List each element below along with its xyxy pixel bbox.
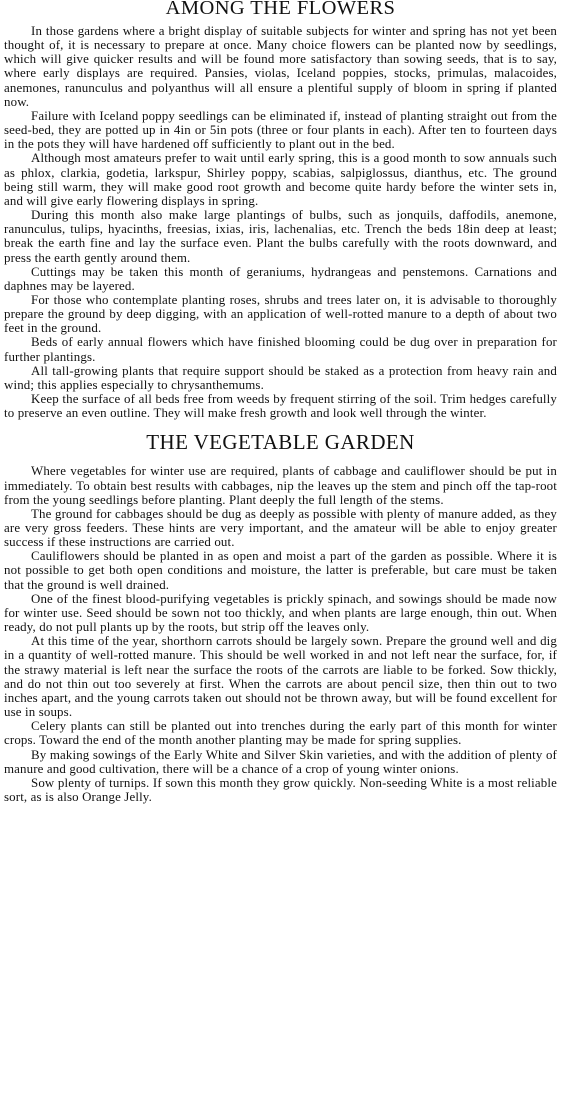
article-paragraph: The ground for cabbages should be dug as deeply as possible with plenty of manure added, as they are very gross feeders. These hints are very important, and the amateur will be able to enjoy greater success if these instructions are carried out. (4, 506, 557, 550)
article-paragraph: At this time of the year, shorthorn carrots should be largely sown. Prepare the ground well and dig in a quantity of well-rotted manure. This should be well worked in and not left near the surface, for, if the strawy material is left near the surface the roots of the carrots are liable to be forked. Sow thickly, and do not thin out too severely at first. When the carrots are about pencil size, then thin out to two inches apart, and the young carrots taken out should not be thrown away, but will be found excellent for use in soups. (4, 634, 557, 720)
article-paragraph: Cauliflowers should be planted in as open and moist a part of the garden as possible. Where it is not possible to get both open conditions and moisture, the latter is preferable, but care must be taken that the ground is well drained. (4, 549, 557, 592)
article-paragraph: Although most amateurs prefer to wait until early spring, this is a good month to sow annuals such as phlox, clarkia, godetia, larkspur, Shirley poppy, scabias, salpiglossus, dianthus, etc. The ground being still warm, they will make good root growth and become quite hardy before the winter sets in, and will give early flowering displays in spring. (4, 151, 557, 208)
article-paragraph: Keep the surface of all beds free from weeds by frequent stirring of the soil. Trim hedges carefully to preserve an even outline. They will make fresh growth and look well through the winter. (4, 392, 557, 421)
vegetable-article (4, 464, 557, 804)
article-paragraph: Beds of early annual flowers which have finished blooming could be dug over in preparation for further plantings. (4, 335, 557, 364)
article-paragraph: Celery plants can still be planted out into trenches during the early part of this month for winter crops. Toward the end of the month another planting may be made for spring supplies. (4, 719, 557, 748)
article-paragraph: For those who contemplate planting roses, shrubs and trees later on, it is advisable to thoroughly prepare the ground by deep digging, with an application of well-rotted manure to a depth of about two feet in the ground. (4, 292, 557, 336)
flowers-article (4, 24, 557, 420)
article-paragraph: Failure with Iceland poppy seedlings can be eliminated if, instead of planting straight out from the seed-bed, they are potted up in 4in or 5in pots (three or four plants in each). After ten to fourteen days in the pots they will have hardened off sufficiently to plant out in the bed. (4, 108, 557, 152)
article-paragraph: Sow plenty of turnips. If sown this month they grow quickly. Non-seeding White is a most reliable sort, as is also Orange Jelly. (4, 775, 557, 804)
article-paragraph: One of the finest blood-purifying vegetables is prickly spinach, and sowings should be made now for winter use. Seed should be sown not too thickly, and when plants are large enough, thin out. When ready, do not pull plants up by the roots, but strip off the leaves only. (4, 591, 557, 635)
article-paragraph: In those gardens where a bright display of suitable subjects for winter and spring has not yet been thought of, it is necessary to prepare at once. Many choice flowers can be planted now by seedlings, which will give quicker results and will be found more satisfactory than sowing seeds, that is to say, where early displays are required. Pansies, violas, Iceland poppies, stocks, primulas, malacoides, anemones, ranunculus and polyanthus will all ensure a plentiful supply of bloom in spring if planted now. (4, 24, 557, 109)
article-paragraph: Cuttings may be taken this month of geraniums, hydrangeas and penstemons. Carnations and daphnes may be layered. (4, 264, 557, 293)
article-paragraph: During this month also make large plantings of bulbs, such as jonquils, daffodils, anemone, ranunculus, tulips, hyacinths, freesias, ixias, iris, lachenalias, etc. Trench the beds 18in deep at least; break the earth fine and lay the surface even. Plant the bulbs carefully with the roots downward, and press the earth gently around them. (4, 208, 557, 265)
section-title-vegetables: THE VEGETABLE GARDEN (146, 430, 415, 455)
section-title-flowers: AMONG THE FLOWERS (165, 0, 396, 19)
article-paragraph: By making sowings of the Early White and Silver Skin varieties, and with the addition of plenty of manure and good cultivation, there will be a chance of a crop of young winter onions. (4, 747, 557, 776)
article-paragraph: All tall-growing plants that require support should be staked as a protection from heavy rain and wind; this applies especially to chrysanthemums. (4, 363, 557, 392)
article-paragraph: Where vegetables for winter use are required, plants of cabbage and cauliflower should be put in immediately. To obtain best results with cabbages, nip the leaves up the stem and pinch off the tap-root from the young seedlings before planting. Plant deeply the full length of the stems. (4, 464, 557, 507)
